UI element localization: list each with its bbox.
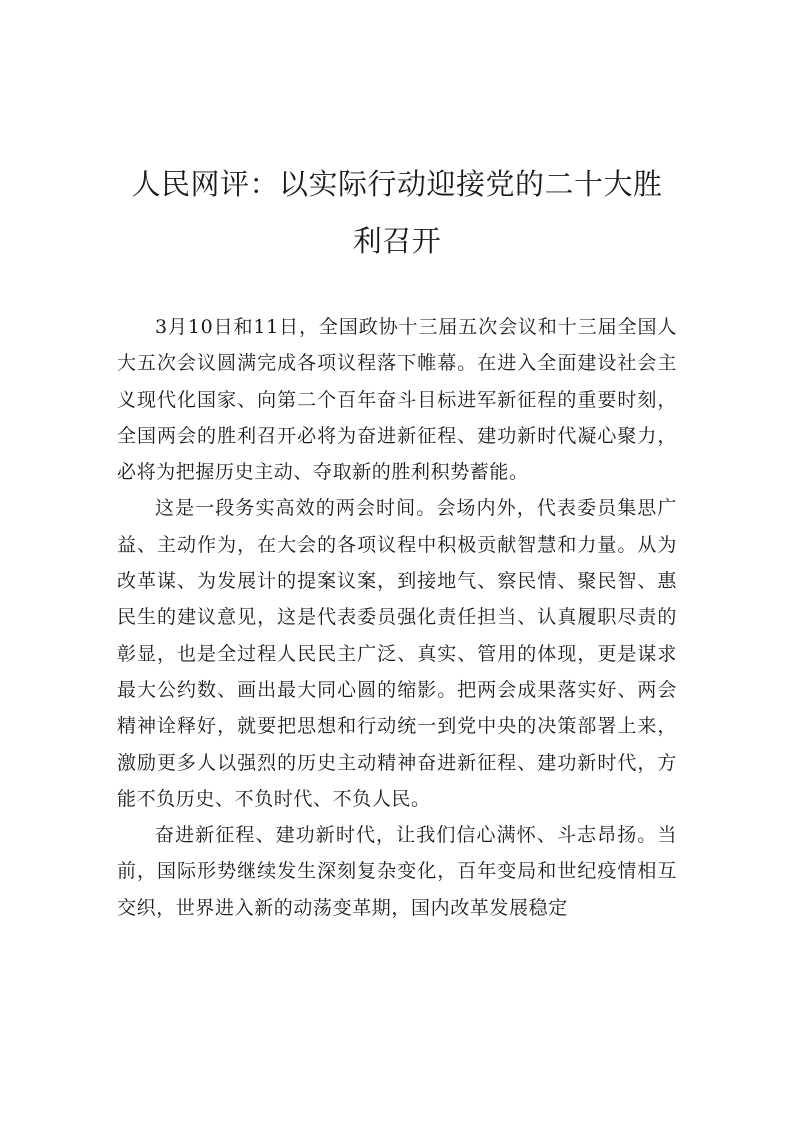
paragraph: 奋进新征程、建功新时代，让我们信心满怀、斗志昂扬。当前，国际形势继续发生深刻复杂变化，百年变局和世纪疫情相互交织，世界进入新的动荡变革期，国内改革发展稳定 (117, 824, 677, 919)
article-body (117, 309, 677, 926)
paragraph: 3月10日和11日，全国政协十三届五次会议和十三届全国人大五次会议圆满完成各项议程落下帷幕。在进入全面建设社会主义现代化国家、向第二个百年奋斗目标进军新征程的重要时刻，全国两会的胜利召开必将为奋进新征程、建功新时代凝心聚力，必将为把握历史主动、夺取新的胜利积势蓄能。 (117, 316, 677, 484)
paragraph: 这是一段务实高效的两会时间。会场内外，代表委员集思广益、主动作为，在大会的各项议程中积极贡献智慧和力量。从为改革谋、为发展计的提案议案，到接地气、察民情、聚民智、惠民生的建议意见，这是代表委员强化责任担当、认真履职尽责的彰显，也是全过程人民民主广泛、真实、管用的体现，更是谋求最大公约数、画出最大同心圆的缩影。把两会成果落实好、两会精神诠释好，就要把思想和行动统一到党中央的决策部署上来，激励更多人以强烈的历史主动精神奋进新征程、建功新时代，方能不负历史、不负时代、不负人民。 (117, 497, 677, 810)
article-title: 人民网评：以实际行动迎接党的二十大胜利召开 (131, 167, 663, 258)
